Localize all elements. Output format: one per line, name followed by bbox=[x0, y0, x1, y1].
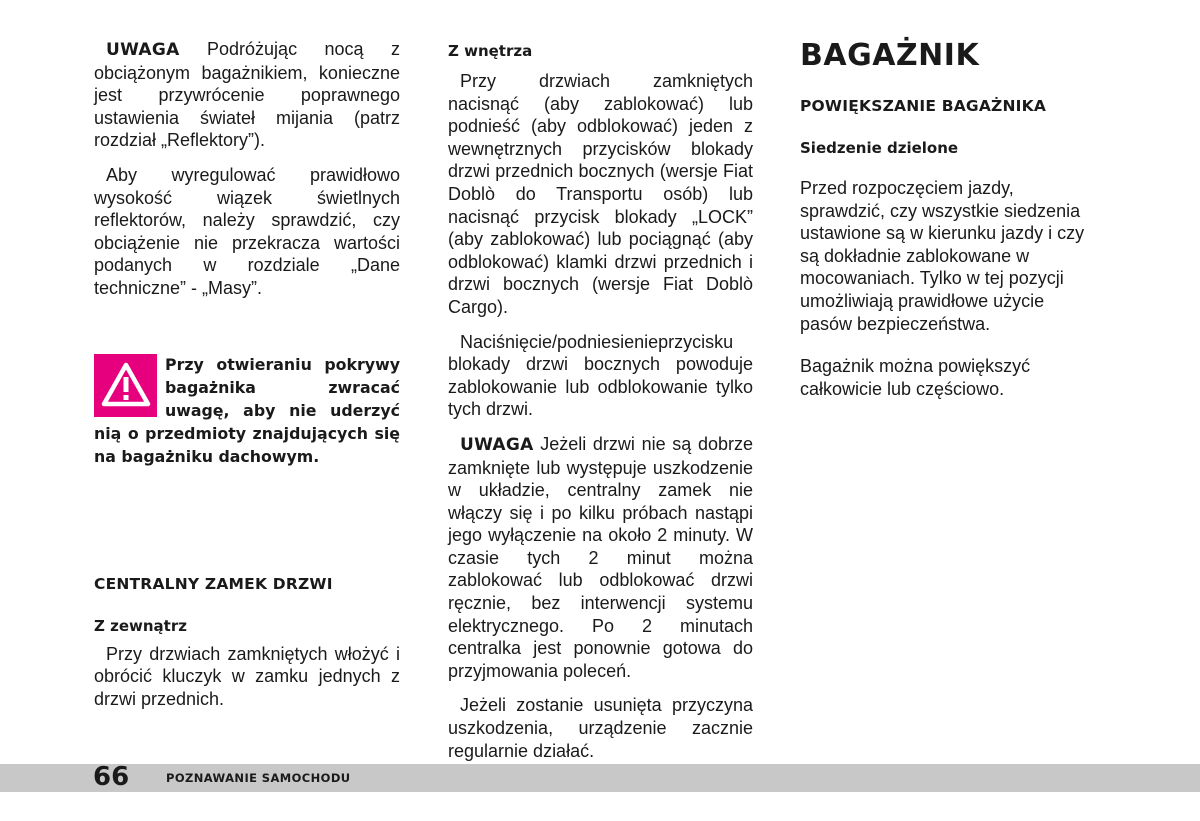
subheading-split-seat: Siedzenie dzielone bbox=[800, 139, 959, 157]
paragraph-uwaga-lock bbox=[448, 433, 753, 683]
paragraph-repair: Jeżeli zostanie usunięta przyczyna uszkodzenia, urządzenie zacznie regularnie działać. bbox=[448, 695, 753, 761]
paragraph-headlight-adjust: Aby wyregulować prawidłowo wysokość wiązek świetlnych reflektorów, należy sprawdzić, czy obciążenie nie przekracza wartości podanych w rozdziale „Dane techniczne” - „Masy”. bbox=[94, 164, 400, 298]
subheading-outside: Z zewnątrz bbox=[94, 616, 187, 635]
subheading-inside: Z wnętrza bbox=[448, 42, 533, 60]
column-right bbox=[800, 38, 1100, 400]
column-left bbox=[94, 38, 400, 710]
page-number: 66 bbox=[93, 762, 130, 792]
paragraph-enlarge: Bagażnik można powiększyć całkowicie lub częściowo. bbox=[800, 356, 1031, 399]
section-title: BAGAŻNIK bbox=[800, 38, 980, 73]
heading-enlarge-trunk: POWIĘKSZANIE BAGAŻNIKA bbox=[800, 97, 1047, 115]
paragraph-inside: Przy drzwiach zamkniętych nacisnąć (aby zablokować) lub podnieść (aby odblokować) jeden z wewnętrznych przycisków blokady drzwi przednich bocznych (wersje Fiat Doblò do Transportu osób) lub nacisnąć przycisk blokady „LOCK” (aby zablokować) lub pociągnąć (aby odblokować) klamki drzwi przednich i drzwi bocznych (wersje Fiat Doblò Cargo). bbox=[448, 71, 753, 317]
column-middle bbox=[448, 38, 753, 762]
paragraph-outside: Przy drzwiach zamkniętych włożyć i obrócić kluczyk w zamku jednych z drzwi przednich. bbox=[94, 643, 400, 709]
uwaga-label-2: UWAGA bbox=[460, 434, 534, 455]
paragraph-side-doors: Naciśnięcie/podniesienieprzycisku blokady drzwi bocznych powoduje zablokowanie lub odblokowanie tylko tych drzwi. bbox=[448, 331, 753, 420]
heading-central-lock: CENTRALNY ZAMEK DRZWI bbox=[94, 574, 333, 593]
uwaga-text: Podróżując nocą z obciążonym bagażnikiem, konieczne jest przywrócenie poprawnego ustawienia świateł mijania (patrz rozdział „Reflektory”). bbox=[94, 39, 400, 151]
paragraph-seat-check: Przed rozpoczęciem jazdy, sprawdzić, czy wszystkie siedzenia ustawione są w kierunku jazdy i czy są dokładnie zablokowane w mocowaniach. Tylko w tej pozycji umożliwiają prawidłowe użycie pasów bezpieczeństwa. bbox=[800, 178, 1085, 334]
uwaga-text-2: Jeżeli drzwi nie są dobrze zamknięte lub występuje uszkodzenie w układzie, centralny zamek nie włączy się i po kilku próbach nastąpi jego wyłączenie na około 2 minuty. W czasie tych 2 minut można zablokować lub odblokować drzwi ręcznie, bez interwencji systemu elektrycznego. Po 2 minutach centralka jest ponownie gotowa do przyjmowania poleceń. bbox=[448, 433, 753, 681]
footer-section-name: POZNAWANIE SAMOCHODU bbox=[166, 771, 351, 785]
uwaga-label: UWAGA bbox=[106, 40, 180, 60]
paragraph-uwaga-lights bbox=[94, 38, 400, 152]
warning-triangle-icon bbox=[94, 354, 157, 417]
warning-box bbox=[94, 353, 400, 469]
warning-text: Przy otwieraniu pokrywy bagażnika zwracać uwagę, aby nie uderzyć nią o przedmioty znajdujących się na bagażniku dachowym. bbox=[94, 354, 400, 467]
